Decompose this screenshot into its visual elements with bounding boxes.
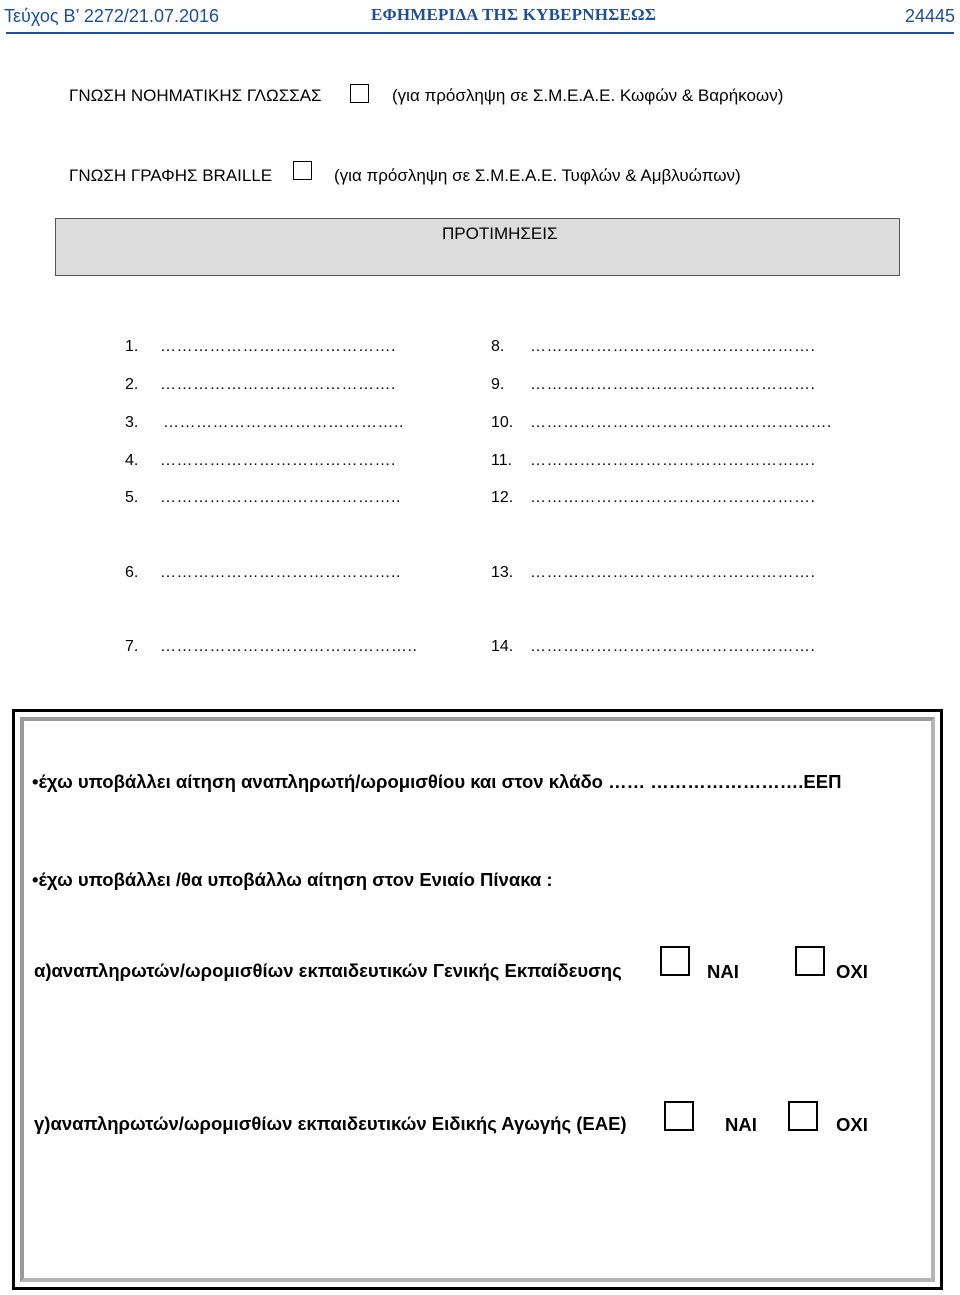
special-education-yes-label: ΝΑΙ (725, 1114, 757, 1135)
unified-list-statement: •έχω υποβάλλει /θα υποβάλλω αίτηση στον Ενιαίο Πίνακα : (32, 869, 553, 890)
pref-9-blank[interactable]: ……………………………………………. (530, 376, 816, 393)
special-education-yes-checkbox[interactable] (664, 1101, 694, 1131)
special-education-no-label: ΟΧΙ (836, 1114, 868, 1135)
general-education-yes-checkbox[interactable] (660, 946, 690, 976)
sign-language-label: ΓΝΩΣΗ ΝΟΗΜΑΤΙΚΗΣ ΓΛΩΣΣΑΣ (69, 86, 322, 105)
general-education-no-checkbox[interactable] (795, 946, 825, 976)
pref-6-number: 6. (125, 564, 139, 581)
general-education-yes-label: ΝΑΙ (707, 961, 739, 982)
header-rule (6, 32, 954, 34)
pref-1-number: 1. (125, 338, 139, 355)
pref-5-blank[interactable]: …………………………………….. (160, 489, 401, 506)
special-education-label: γ)αναπληρωτών/ωρομισθίων εκπαιδευτικών Ειδικής Αγωγής (ΕΑΕ) (34, 1113, 627, 1134)
special-education-no-checkbox[interactable] (788, 1101, 818, 1131)
declaration-inner-frame (20, 717, 935, 1282)
substitute-application-statement: •έχω υποβάλλει αίτηση αναπληρωτή/ωρομισθίου και στον κλάδο …… …………………….ΕΕΠ (32, 771, 842, 792)
pref-12-blank[interactable]: ……………………………………………. (530, 489, 816, 506)
gazette-title: ΕΦΗΜΕΡΙΔΑ ΤΗΣ ΚΥΒΕΡΝΗΣΕΩΣ (371, 5, 657, 24)
issue-number: Τεύχος Β’ 2272/21.07.2016 (4, 6, 220, 26)
pref-6-blank[interactable]: …………………………………….. (160, 564, 401, 581)
pref-7-blank[interactable]: ……………………………………….. (160, 638, 418, 655)
preferences-title: ΠΡΟΤΙΜΗΣΕΙΣ (442, 224, 558, 243)
pref-8-blank[interactable]: ……………………………………………. (530, 338, 816, 355)
pref-5-number: 5. (125, 489, 139, 506)
pref-3-blank[interactable]: …………………………………….. (163, 414, 404, 431)
pref-10-blank[interactable]: ………………………………………………. (530, 414, 832, 431)
pref-14-blank[interactable]: ……………………………………………. (530, 638, 816, 655)
pref-11-blank[interactable]: ……………………………………………. (530, 452, 816, 469)
pref-9-number: 9. (491, 376, 505, 393)
pref-13-blank[interactable]: ……………………………………………. (530, 564, 816, 581)
pref-7-number: 7. (125, 638, 139, 655)
general-education-label: α)αναπληρωτών/ωρομισθίων εκπαιδευτικών Γενικής Εκπαίδευσης (34, 960, 622, 981)
pref-1-blank[interactable]: ……………………………………. (160, 338, 396, 355)
sign-language-note: (για πρόσληψη σε Σ.Μ.Ε.Α.Ε. Κωφών & Βαρήκοων) (392, 86, 784, 105)
braille-note: (για πρόσληψη σε Σ.Μ.Ε.Α.Ε. Τυφλών & Αμβλυώπων) (334, 166, 741, 185)
pref-4-number: 4. (125, 452, 139, 469)
pref-8-number: 8. (491, 338, 505, 355)
braille-label: ΓΝΩΣΗ ΓΡΑΦΗΣ BRAILLE (69, 166, 273, 185)
braille-checkbox[interactable] (293, 161, 312, 180)
pref-3-number: 3. (125, 414, 139, 431)
pref-2-number: 2. (125, 376, 139, 393)
pref-12-number: 12. (491, 489, 514, 506)
pref-14-number: 14. (491, 638, 514, 655)
sign-language-checkbox[interactable] (350, 84, 369, 103)
general-education-no-label: ΟΧΙ (836, 961, 868, 982)
pref-4-blank[interactable]: ……………………………………. (160, 452, 396, 469)
preferences-header-box (55, 218, 900, 276)
page-number: 24445 (904, 6, 955, 26)
pref-13-number: 13. (491, 564, 514, 581)
pref-2-blank[interactable]: ……………………………………. (160, 376, 396, 393)
pref-10-number: 10. (491, 414, 514, 431)
declaration-frame (12, 709, 943, 1290)
pref-11-number: 11. (491, 452, 513, 469)
